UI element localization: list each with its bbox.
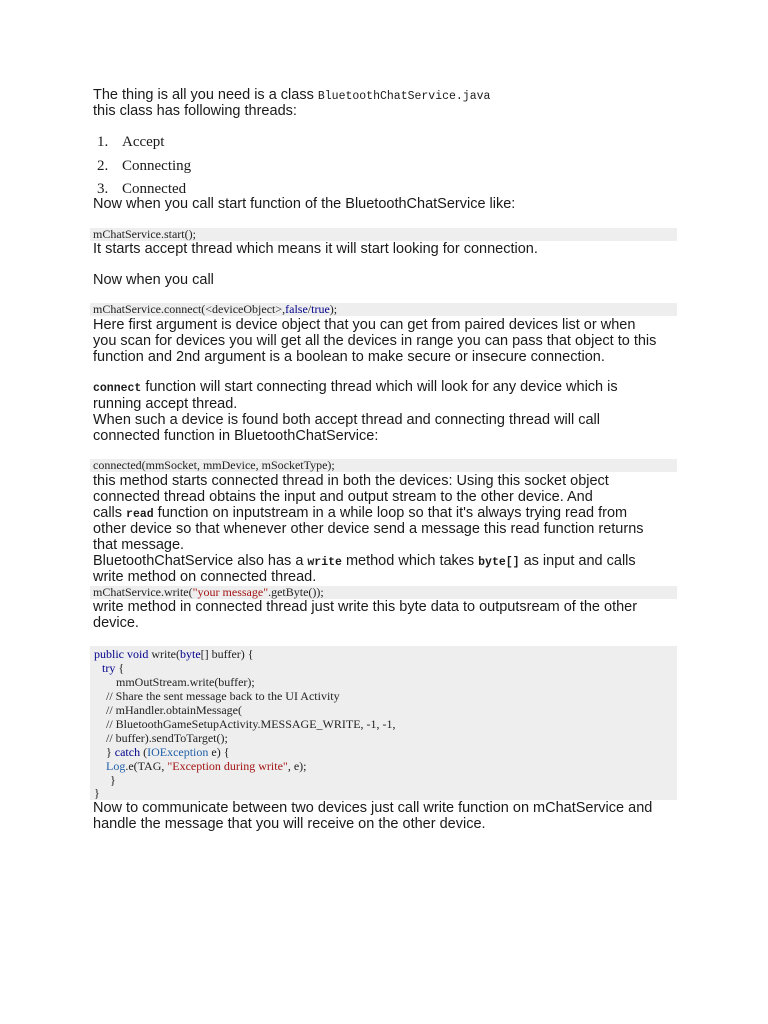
connect-explain-line: function and 2nd argument is a boolean to make secure or insecure connection.	[93, 349, 605, 365]
connect-fn-line-3: When such a device is found both accept thread and connecting thread will call	[93, 412, 601, 428]
code-keyword: void	[127, 647, 149, 661]
code-line: mmOutStream.write(buffer);	[116, 675, 255, 689]
paragraph-text: function will start connecting thread which will look for any device which is	[141, 379, 618, 395]
code-line: }	[94, 786, 100, 800]
connect-fn-line-4: connected function in BluetoothChatService:	[93, 428, 379, 444]
list-label: Connecting	[122, 158, 192, 174]
paragraph-text: as input and calls	[519, 553, 636, 569]
code-line	[106, 759, 306, 773]
code-text: e) {	[208, 745, 230, 759]
code-line	[106, 745, 229, 759]
code-line	[94, 647, 254, 661]
code-text: );	[329, 302, 338, 316]
paragraph-text: BluetoothChatService also has a	[93, 553, 308, 569]
code-type: byte	[180, 647, 201, 661]
code-keyword: catch	[114, 745, 141, 759]
inline-code: connect	[93, 382, 142, 395]
code-text: mChatService.connect(<deviceObject>,	[93, 302, 286, 316]
list-number: 3.	[97, 181, 109, 197]
code-snippet-connected: connected(mmSocket, mmDevice, mSocketType);	[90, 459, 677, 472]
list-label: Connected	[122, 181, 187, 197]
inline-code: write	[307, 556, 342, 569]
paragraph-text: calls	[93, 505, 127, 521]
code-class: Log	[106, 759, 126, 773]
code-line: }	[110, 773, 116, 787]
start-intro: Now when you call start function of the BluetoothChatService like:	[93, 196, 516, 212]
code-text: , e);	[287, 759, 307, 773]
code-snippet-start: mChatService.start();	[90, 228, 677, 241]
connected-line-5: that message.	[93, 537, 185, 553]
code-comment: // mHandler.obtainMessage(	[106, 703, 242, 717]
closing-line-2: handle the message that you will receive on the other device.	[93, 816, 486, 832]
connected-line-1: this method starts connected thread in both the devices: Using this socket object	[93, 473, 609, 489]
connect-explain-line: you scan for devices you will get all the devices in range you can pass that object to this	[93, 333, 657, 349]
code-text: .e(TAG,	[125, 759, 168, 773]
code-text: }	[106, 745, 115, 759]
code-line	[102, 661, 124, 675]
thread-list-item	[97, 133, 164, 151]
paragraph-text: method which takes	[341, 553, 479, 569]
code-text: .getByte());	[268, 585, 324, 599]
connect-intro: Now when you call	[93, 272, 214, 288]
code-block	[90, 646, 677, 800]
code-text: {	[115, 661, 125, 675]
intro-text: The thing is all you need is a class	[93, 87, 318, 103]
code-class: IOException	[147, 745, 209, 759]
code-snippet-connect	[90, 303, 677, 316]
code-keyword: try	[102, 661, 116, 675]
code-text: write(	[148, 647, 180, 661]
code-comment: // BluetoothGameSetupActivity.MESSAGE_WRITE, -1, -1,	[106, 717, 396, 731]
write-line-1: write method in connected thread just write this byte data to outputsream of the other	[93, 599, 638, 615]
code-text: (	[140, 745, 148, 759]
code-text: [] buffer) {	[200, 647, 254, 661]
code-string: "Exception during write"	[167, 759, 288, 773]
code-snippet-write	[90, 586, 677, 599]
list-label: Accept	[122, 134, 165, 150]
code-keyword: false	[285, 302, 308, 316]
paragraph-text: function on inputstream in a while loop so that it's always trying read from	[153, 505, 628, 521]
intro-line-2: this class has following threads:	[93, 103, 297, 119]
inline-code: read	[126, 508, 154, 521]
connect-fn-line-1	[93, 379, 618, 397]
closing-line-1: Now to communicate between two devices just call write function on mChatService and	[93, 800, 653, 816]
list-number: 2.	[97, 158, 109, 174]
connect-explain-line: Here first argument is device object that you can get from paired devices list or when	[93, 317, 636, 333]
code-keyword: true	[311, 302, 330, 316]
list-number: 1.	[97, 134, 109, 150]
code-keyword: public	[94, 647, 124, 661]
code-string: "your message"	[192, 585, 269, 599]
connected-line-2: connected thread obtains the input and output stream to the other device. And	[93, 489, 593, 505]
connected-line-4: other device so that whenever other device send a message this read function returns	[93, 521, 644, 537]
class-file-name: BluetoothChatService.java	[317, 90, 491, 103]
thread-list-item	[97, 157, 191, 175]
start-explain: It starts accept thread which means it will start looking for connection.	[93, 241, 538, 257]
code-text: /	[307, 302, 312, 316]
connected-line-7: write method on connected thread.	[93, 569, 317, 585]
code-text: mChatService.write(	[93, 585, 193, 599]
inline-code: byte[]	[478, 556, 520, 569]
code-comment: // buffer).sendToTarget();	[106, 731, 228, 745]
code-comment: // Share the sent message back to the UI Activity	[106, 689, 340, 703]
connect-fn-line-2: running accept thread.	[93, 396, 238, 412]
write-line-2: device.	[93, 615, 139, 631]
